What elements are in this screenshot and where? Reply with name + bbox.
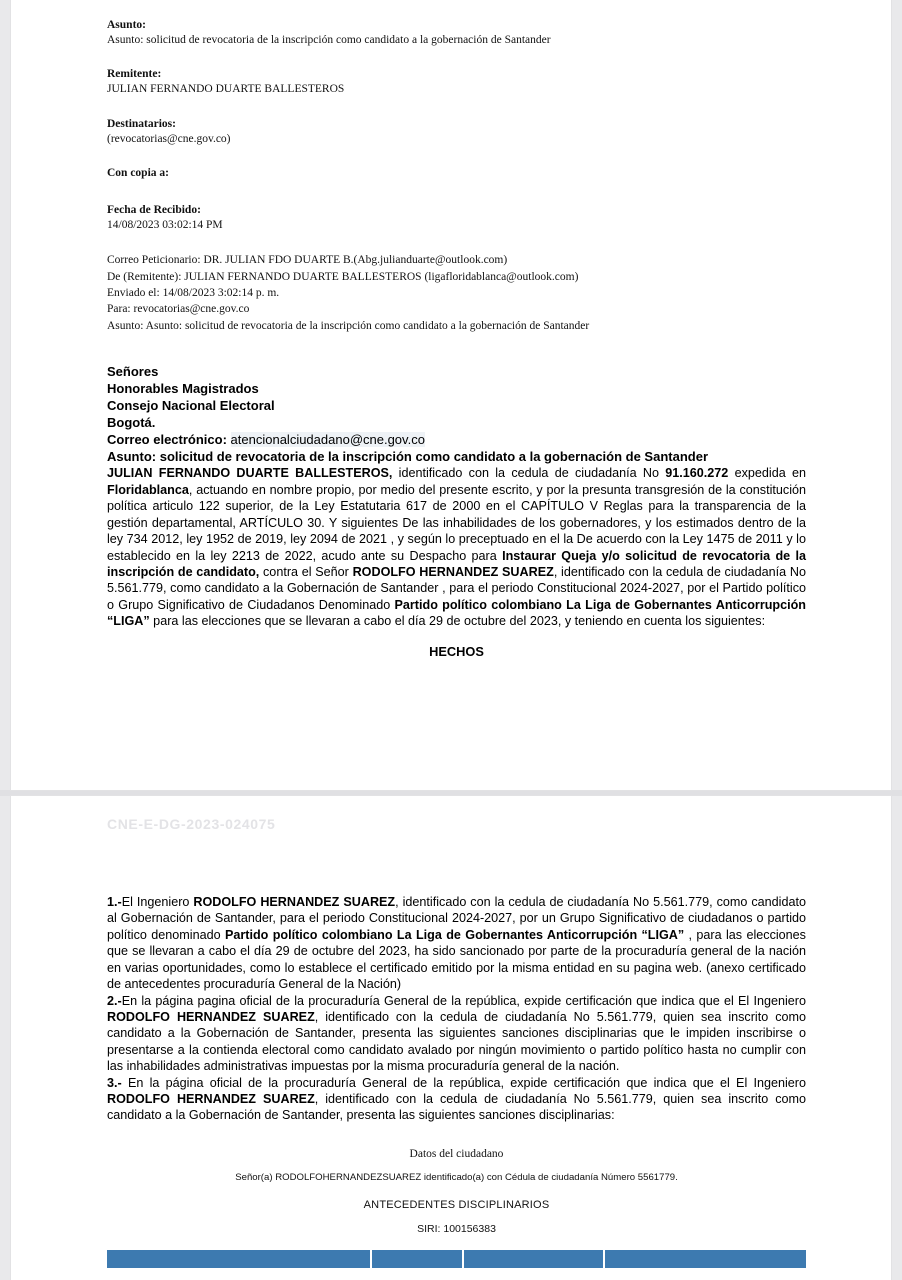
hecho-2-text-run-0: 2.-: [107, 993, 122, 1008]
email-line-correo-peticionario: Correo Peticionario: DR. JULIAN FDO DUARTE B.(Abg.julianduarte@outlook.com): [107, 254, 508, 267]
letter-text-run-3: expedida en: [728, 466, 806, 481]
meta-value-destinatarios: (revocatorias@cne.gov.co): [107, 132, 231, 145]
hecho-1-text-run-4: Partido político colombiano La Liga de Gobernantes Anticorrupción “LIGA”: [224, 927, 685, 942]
table-column-header-4: [604, 1250, 806, 1268]
letter-text-run-10: Partido político colombiano La Liga de Gobernantes Anticorrupción “LIGA”: [107, 597, 806, 629]
hecho-2-text-run-1: En la página pagina oficial de la procuraduría General de la república, expide certificación que indica que el El Ingeniero: [121, 993, 806, 1008]
addressee-senores: Señores: [107, 364, 159, 380]
meta-value-remitente: JULIAN FERNANDO DUARTE BALLESTEROS: [107, 83, 345, 96]
addressee-consejo: Consejo Nacional Electoral: [107, 397, 275, 413]
letter-text-run-11: para las elecciones que se llevaran a cabo el día 29 de octubre del 2023, y teniendo en cuenta los siguientes:: [149, 614, 766, 629]
meta-field-fecha-recibido: [107, 203, 806, 232]
hecho-item-3: [107, 1075, 806, 1124]
hecho-3-text-run-1: En la página oficial de la procuraduría General de la república, expide certificación que indica que el El Ingeniero: [121, 1075, 806, 1090]
email-link[interactable]: atencionalciudadano@cne.gov.co: [230, 431, 425, 447]
letter-subject: Asunto: solicitud de revocatoria de la inscripción como candidato a la gobernación de Santander: [107, 448, 709, 464]
meta-field-con-copia: [107, 166, 806, 183]
hecho-1-text-run-1: El Ingeniero: [121, 895, 194, 909]
letter-main-paragraph: [107, 465, 806, 629]
letter-text-run-5: , actuando en nombre propio, por medio del presente escrito, y por la presunta transgresión de la constitución política articulo 122 superior, de la Ley Estatutaria 617 de 2000 en el CAPÍTULO V Reglas para la transparencia de la gestión departamental, ARTÍCULO 30. Y siguientes De las inhabilidades de los gobernadores, y los estimados dentro de la ley 734 2012, ley 1952 de 2019, ley 2094 de 2021 , y según lo preceptuado en el la De acuerdo con la Ley 1475 de 2011 y lo establecido en la ley 2213 de 2022, acudo ante su Despacho para: [107, 482, 806, 563]
certificate-person-line: Señor(a) RODOLFOHERNANDEZSUAREZ identificado(a) con Cédula de ciudadanía Número 5561779.: [235, 1171, 678, 1183]
letter-text-run-2: 91.160.272: [665, 466, 729, 481]
email-line-para: Para: revocatorias@cne.gov.co: [107, 303, 250, 316]
hecho-2-text-run-2: RODOLFO HERNANDEZ SUAREZ: [107, 1009, 315, 1024]
document-page-1: [11, 0, 891, 790]
hecho-3-text-run-2: RODOLFO HERNANDEZ SUAREZ: [107, 1092, 315, 1107]
certificate-datos-title: Datos del ciudadano: [409, 1147, 504, 1160]
email-line-enviado-el: Enviado el: 14/08/2023 3:02:14 p. m.: [107, 287, 280, 300]
email-metadata-block: [107, 18, 806, 232]
document-reference-watermark: CNE-E-DG-2023-024075: [107, 816, 276, 832]
hecho-3-text-run-3: , identificado con la cedula de ciudadanía No 5.561.779, quien sea inscrito como candidato a la Gobernación de Santander, presenta las siguientes sanciones disciplinarias:: [107, 1092, 806, 1123]
hecho-1-text-run-0: 1.-: [107, 895, 122, 909]
meta-field-asunto: [107, 18, 806, 47]
sanctions-table: [107, 1250, 806, 1268]
letter-text-run-9: , identificado con la cedula de ciudadanía No 5.561.779, como candidato a la Gobernación de Santander , para el periodo Constitucional 2024-2027, por el Partido político o Grupo Significativo de Ciudadanos Denominado: [107, 564, 806, 612]
certificate-siri: SIRI: 100156383: [417, 1222, 496, 1235]
letter-text-run-7: contra el Señor: [259, 564, 353, 579]
letter-text-run-1: identificado con la cedula de ciudadanía No: [392, 466, 666, 481]
table-column-header-1: [107, 1250, 371, 1268]
hecho-item-2: [107, 993, 806, 1075]
meta-label-fecha-recibido: Fecha de Recibido:: [107, 204, 201, 217]
email-header-lines: [107, 252, 806, 334]
meta-value-con-copia: [107, 181, 806, 183]
meta-value-fecha-recibido: 14/08/2023 03:02:14 PM: [107, 218, 223, 231]
letter-text-run-0: JULIAN FERNANDO DUARTE BALLESTEROS,: [107, 466, 393, 481]
letter-text-run-8: RODOLFO HERNANDEZ SUAREZ: [352, 564, 554, 579]
addressee-ciudad: Bogotá.: [107, 414, 156, 430]
meta-label-destinatarios: Destinatarios:: [107, 117, 176, 130]
letter-text-run-4: Floridablanca: [107, 482, 189, 497]
hecho-3-text-run-0: 3.-: [107, 1075, 122, 1090]
hecho-1-text-run-5: , para las elecciones que se llevaran a cabo el día 29 de octubre del 2023, ha sido sancionado por parte de la procuraduría general de la nación en varias oportunidades, como lo establece el certificado emitido por la misma entidad en su pagina web. (anexo certificado de antecedentes procuraduría General de la Nación): [107, 927, 806, 992]
letter-body: [107, 364, 806, 660]
meta-field-destinatarios: [107, 117, 806, 146]
hechos-heading: HECHOS: [429, 643, 484, 659]
letter-text-run-6: Instaurar Queja y/o solicitud de revocatoria de la inscripción de candidato,: [107, 548, 806, 579]
meta-label-remitente: Remitente:: [107, 68, 162, 81]
hecho-1-text-run-3: , identificado con la cedula de ciudadanía No 5.561.779, como candidato al Gobernación de Santander, para el periodo Constitucional 2024-2027, por un Grupo Significativo de ciudadanos o partido político denominado: [107, 895, 806, 942]
hecho-item-1: [107, 894, 806, 993]
table-column-header-2: [371, 1250, 463, 1268]
hechos-list: [107, 894, 806, 1124]
certificate-antecedentes-title: ANTECEDENTES DISCIPLINARIOS: [363, 1198, 550, 1211]
meta-value-asunto: Asunto: solicitud de revocatoria de la inscripción como candidato a la gobernación de Santander: [107, 33, 551, 46]
procuraduria-certificate-block: [107, 1148, 806, 1235]
email-line-de-remitente: De (Remitente): JULIAN FERNANDO DUARTE BALLESTEROS (ligafloridablanca@outlook.com): [107, 270, 579, 283]
sanctions-table-head: [107, 1250, 806, 1268]
hecho-2-text-run-3: , identificado con la cedula de ciudadanía No 5.561.779, quien sea inscrito como candidato a la Gobernación de Santander, presenta las siguientes sanciones disciplinarias que le impiden inscribirse o presentarse a la contienda electoral como candidato avalado por ningún movimiento o partido político hasta no cumplir con las inhabilidades administrativas impuestas por la misma procuraduría general de la nación.: [107, 1009, 806, 1074]
sanctions-table-wrapper: [107, 1250, 806, 1268]
email-label: Correo electrónico:: [107, 431, 227, 447]
email-line-asunto: Asunto: Asunto: solicitud de revocatoria de la inscripción como candidato a la gobernación de Santander: [107, 319, 590, 332]
meta-label-con-copia: Con copia a:: [107, 167, 169, 180]
meta-label-asunto: Asunto:: [107, 19, 146, 31]
hecho-1-text-run-2: RODOLFO HERNANDEZ SUAREZ: [193, 895, 396, 909]
document-page-2: [11, 796, 891, 1280]
addressee-magistrados: Honorables Magistrados: [107, 381, 259, 396]
meta-field-remitente: [107, 67, 806, 96]
addressee-email-row: [107, 432, 806, 449]
table-header-row: [107, 1250, 806, 1268]
table-column-header-3: [463, 1250, 604, 1268]
